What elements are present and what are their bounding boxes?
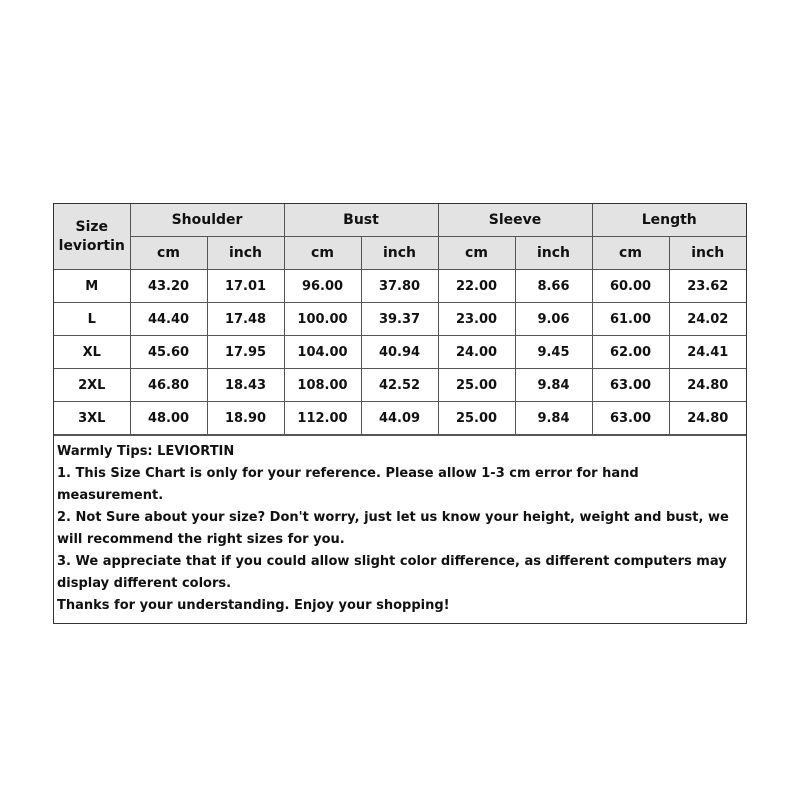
unit-header: cm: [130, 237, 207, 270]
table-row: [54, 336, 746, 369]
size-column-header: [54, 204, 130, 270]
value-cell: 17.01: [207, 270, 284, 303]
unit-header: inch: [669, 237, 746, 270]
value-cell: 42.52: [361, 369, 438, 402]
value-cell: 23.00: [438, 303, 515, 336]
group-header-shoulder: Shoulder: [130, 204, 284, 237]
size-cell: 2XL: [54, 369, 130, 402]
value-cell: 63.00: [592, 369, 669, 402]
value-cell: 44.40: [130, 303, 207, 336]
value-cell: 23.62: [669, 270, 746, 303]
tips-line-3: 3. We appreciate that if you could allow slight color difference, as different computers may display different colors.: [57, 554, 727, 591]
value-cell: 37.80: [361, 270, 438, 303]
value-cell: 108.00: [284, 369, 361, 402]
unit-header: cm: [592, 237, 669, 270]
table-row: [54, 303, 746, 336]
size-header-line1: Size: [75, 218, 109, 235]
size-header-line2: leviortin: [58, 237, 125, 254]
value-cell: 9.45: [515, 336, 592, 369]
unit-header: cm: [438, 237, 515, 270]
unit-header: inch: [207, 237, 284, 270]
tips-closing: Thanks for your understanding. Enjoy your shopping!: [57, 598, 450, 613]
table-row: [54, 270, 746, 303]
value-cell: 24.00: [438, 336, 515, 369]
unit-header: inch: [515, 237, 592, 270]
table-row: [54, 402, 746, 435]
value-cell: 24.41: [669, 336, 746, 369]
size-cell: L: [54, 303, 130, 336]
tips-line-2: 2. Not Sure about your size? Don't worry, just let us know your height, weight and bust, we will recommend the right sizes for you.: [57, 510, 729, 547]
value-cell: 9.06: [515, 303, 592, 336]
value-cell: 60.00: [592, 270, 669, 303]
value-cell: 44.09: [361, 402, 438, 435]
value-cell: 43.20: [130, 270, 207, 303]
value-cell: 39.37: [361, 303, 438, 336]
tips-line-1: 1. This Size Chart is only for your reference. Please allow 1-3 cm error for hand measurement.: [57, 466, 639, 503]
value-cell: 48.00: [130, 402, 207, 435]
value-cell: 17.48: [207, 303, 284, 336]
group-header-row: [54, 204, 746, 237]
value-cell: 112.00: [284, 402, 361, 435]
value-cell: 100.00: [284, 303, 361, 336]
value-cell: 96.00: [284, 270, 361, 303]
size-cell: XL: [54, 336, 130, 369]
value-cell: 25.00: [438, 402, 515, 435]
unit-header: inch: [361, 237, 438, 270]
value-cell: 104.00: [284, 336, 361, 369]
value-cell: 24.80: [669, 369, 746, 402]
size-table: [54, 204, 746, 435]
tips-section: [54, 435, 746, 623]
value-cell: 9.84: [515, 369, 592, 402]
value-cell: 61.00: [592, 303, 669, 336]
value-cell: 24.02: [669, 303, 746, 336]
value-cell: 63.00: [592, 402, 669, 435]
value-cell: 40.94: [361, 336, 438, 369]
value-cell: 62.00: [592, 336, 669, 369]
group-header-bust: Bust: [284, 204, 438, 237]
value-cell: 24.80: [669, 402, 746, 435]
group-header-sleeve: Sleeve: [438, 204, 592, 237]
value-cell: 46.80: [130, 369, 207, 402]
value-cell: 8.66: [515, 270, 592, 303]
size-cell: 3XL: [54, 402, 130, 435]
value-cell: 9.84: [515, 402, 592, 435]
table-row: [54, 369, 746, 402]
value-cell: 22.00: [438, 270, 515, 303]
size-cell: M: [54, 270, 130, 303]
value-cell: 17.95: [207, 336, 284, 369]
value-cell: 18.43: [207, 369, 284, 402]
value-cell: 25.00: [438, 369, 515, 402]
value-cell: 45.60: [130, 336, 207, 369]
unit-header: cm: [284, 237, 361, 270]
unit-header-row: [54, 237, 746, 270]
tips-title: Warmly Tips: LEVIORTIN: [57, 444, 235, 459]
group-header-length: Length: [592, 204, 746, 237]
size-chart: [53, 203, 747, 624]
value-cell: 18.90: [207, 402, 284, 435]
